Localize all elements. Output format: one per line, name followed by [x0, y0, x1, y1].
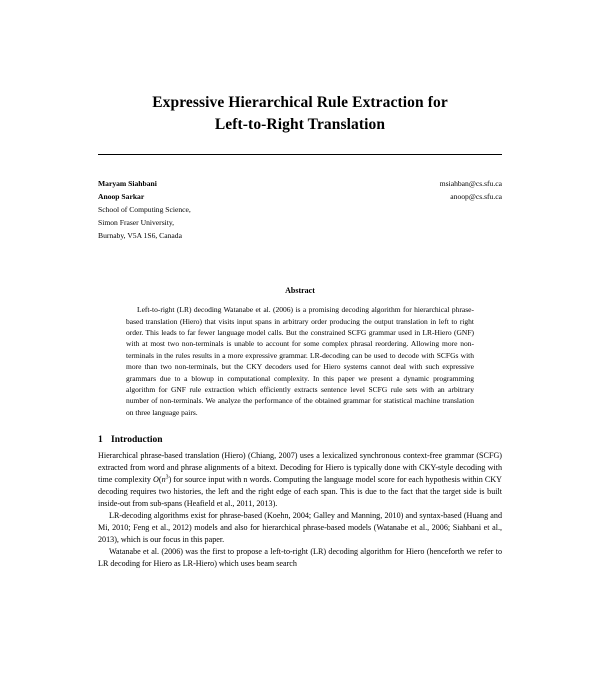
paragraph: LR-decoding algorithms exist for phrase-based (Koehn, 2004; Galley and Manning, 2010) and syntax-based (Huang and Mi, 2010; Feng et al., 2012) models and also for hierarchical phrase-based models (Watanabe et al., 2006; Siahbani et al., 2013), which is our focus in this paper.: [98, 510, 502, 544]
title-line-1: Expressive Hierarchical Rule Extraction for: [152, 94, 448, 111]
abstract-text: Left-to-right (LR) decoding Watanabe et al. (2006) is a promising decoding algorithm for hierarchical phrase-based translation (Hiero) that visits input spans in arbitrary order producing the output translation in left to right order. This leads to far fewer language model calls. But the constrained SCFG grammar used in LR-Hiero (GNF) with at most two non-terminals is unable to account for some complex phrasal reordering. Allowing more non-terminals in the rules results in a more expressive grammar. LR-decoding can be used to decode with SCFGs with more than two non-terminals, but the CKY decoders used for Hiero systems cannot deal with such expressive grammars due to a blowup in computational complexity. In this paper we present a dynamic programming algorithm for GNF rule extraction which efficiently extracts sentence level SCFG rule sets with an arbitrary number of non-terminals. We analyze the performance of the obtained grammar for statistical machine translation on three language pairs.: [126, 305, 474, 417]
author-name-2: Anoop Sarkar: [98, 191, 145, 201]
page-title: [98, 92, 502, 137]
author-affiliation-column: [98, 177, 191, 242]
paper-page: [0, 92, 600, 692]
abstract-heading: Abstract: [285, 286, 315, 296]
author-email-2: anoop@cs.sfu.ca: [450, 191, 502, 201]
section-title: Introduction: [111, 435, 163, 446]
email-column: [440, 177, 502, 203]
section-number: 1: [98, 435, 103, 446]
section-heading-introduction: [98, 435, 502, 445]
paragraph: Hierarchical phrase-based translation (Hiero) (Chiang, 2007) uses a lexicalized synchronous context-free grammar (SCFG) extracted from word and phrase alignments of a bitext. Decoding for Hiero is typically done with CKY-style decoding with time complexity $O(n^3)$ for source input with n words. Computing the language model score for each hypothesis within CKY decoding requires two histories, the left and the right edge of each span. This is due to the fact that the target side is built inside-out from sub-spans (Heafield et al., 2011, 2013).: [98, 451, 502, 508]
title-line-2: Left-to-Right Translation: [214, 116, 386, 134]
affiliation-line-2: Simon Fraser University,: [98, 218, 175, 228]
author-name-1: Maryam Siahbani: [98, 178, 157, 188]
header-rule: [98, 154, 502, 155]
paragraph: Watanabe et al. (2006) was the first to propose a left-to-right (LR) decoding algorithm for Hiero (henceforth we refer to LR decoding for Hiero as LR-Hiero) which uses beam search: [98, 546, 502, 568]
affiliation-line-3: Burnaby, V5A 1S6, Canada: [98, 231, 182, 241]
author-email-1: msiahban@cs.sfu.ca: [439, 178, 502, 188]
section-body-introduction: [98, 450, 502, 570]
authors-block: [98, 177, 502, 242]
affiliation-line-1: School of Computing Science,: [98, 205, 191, 215]
